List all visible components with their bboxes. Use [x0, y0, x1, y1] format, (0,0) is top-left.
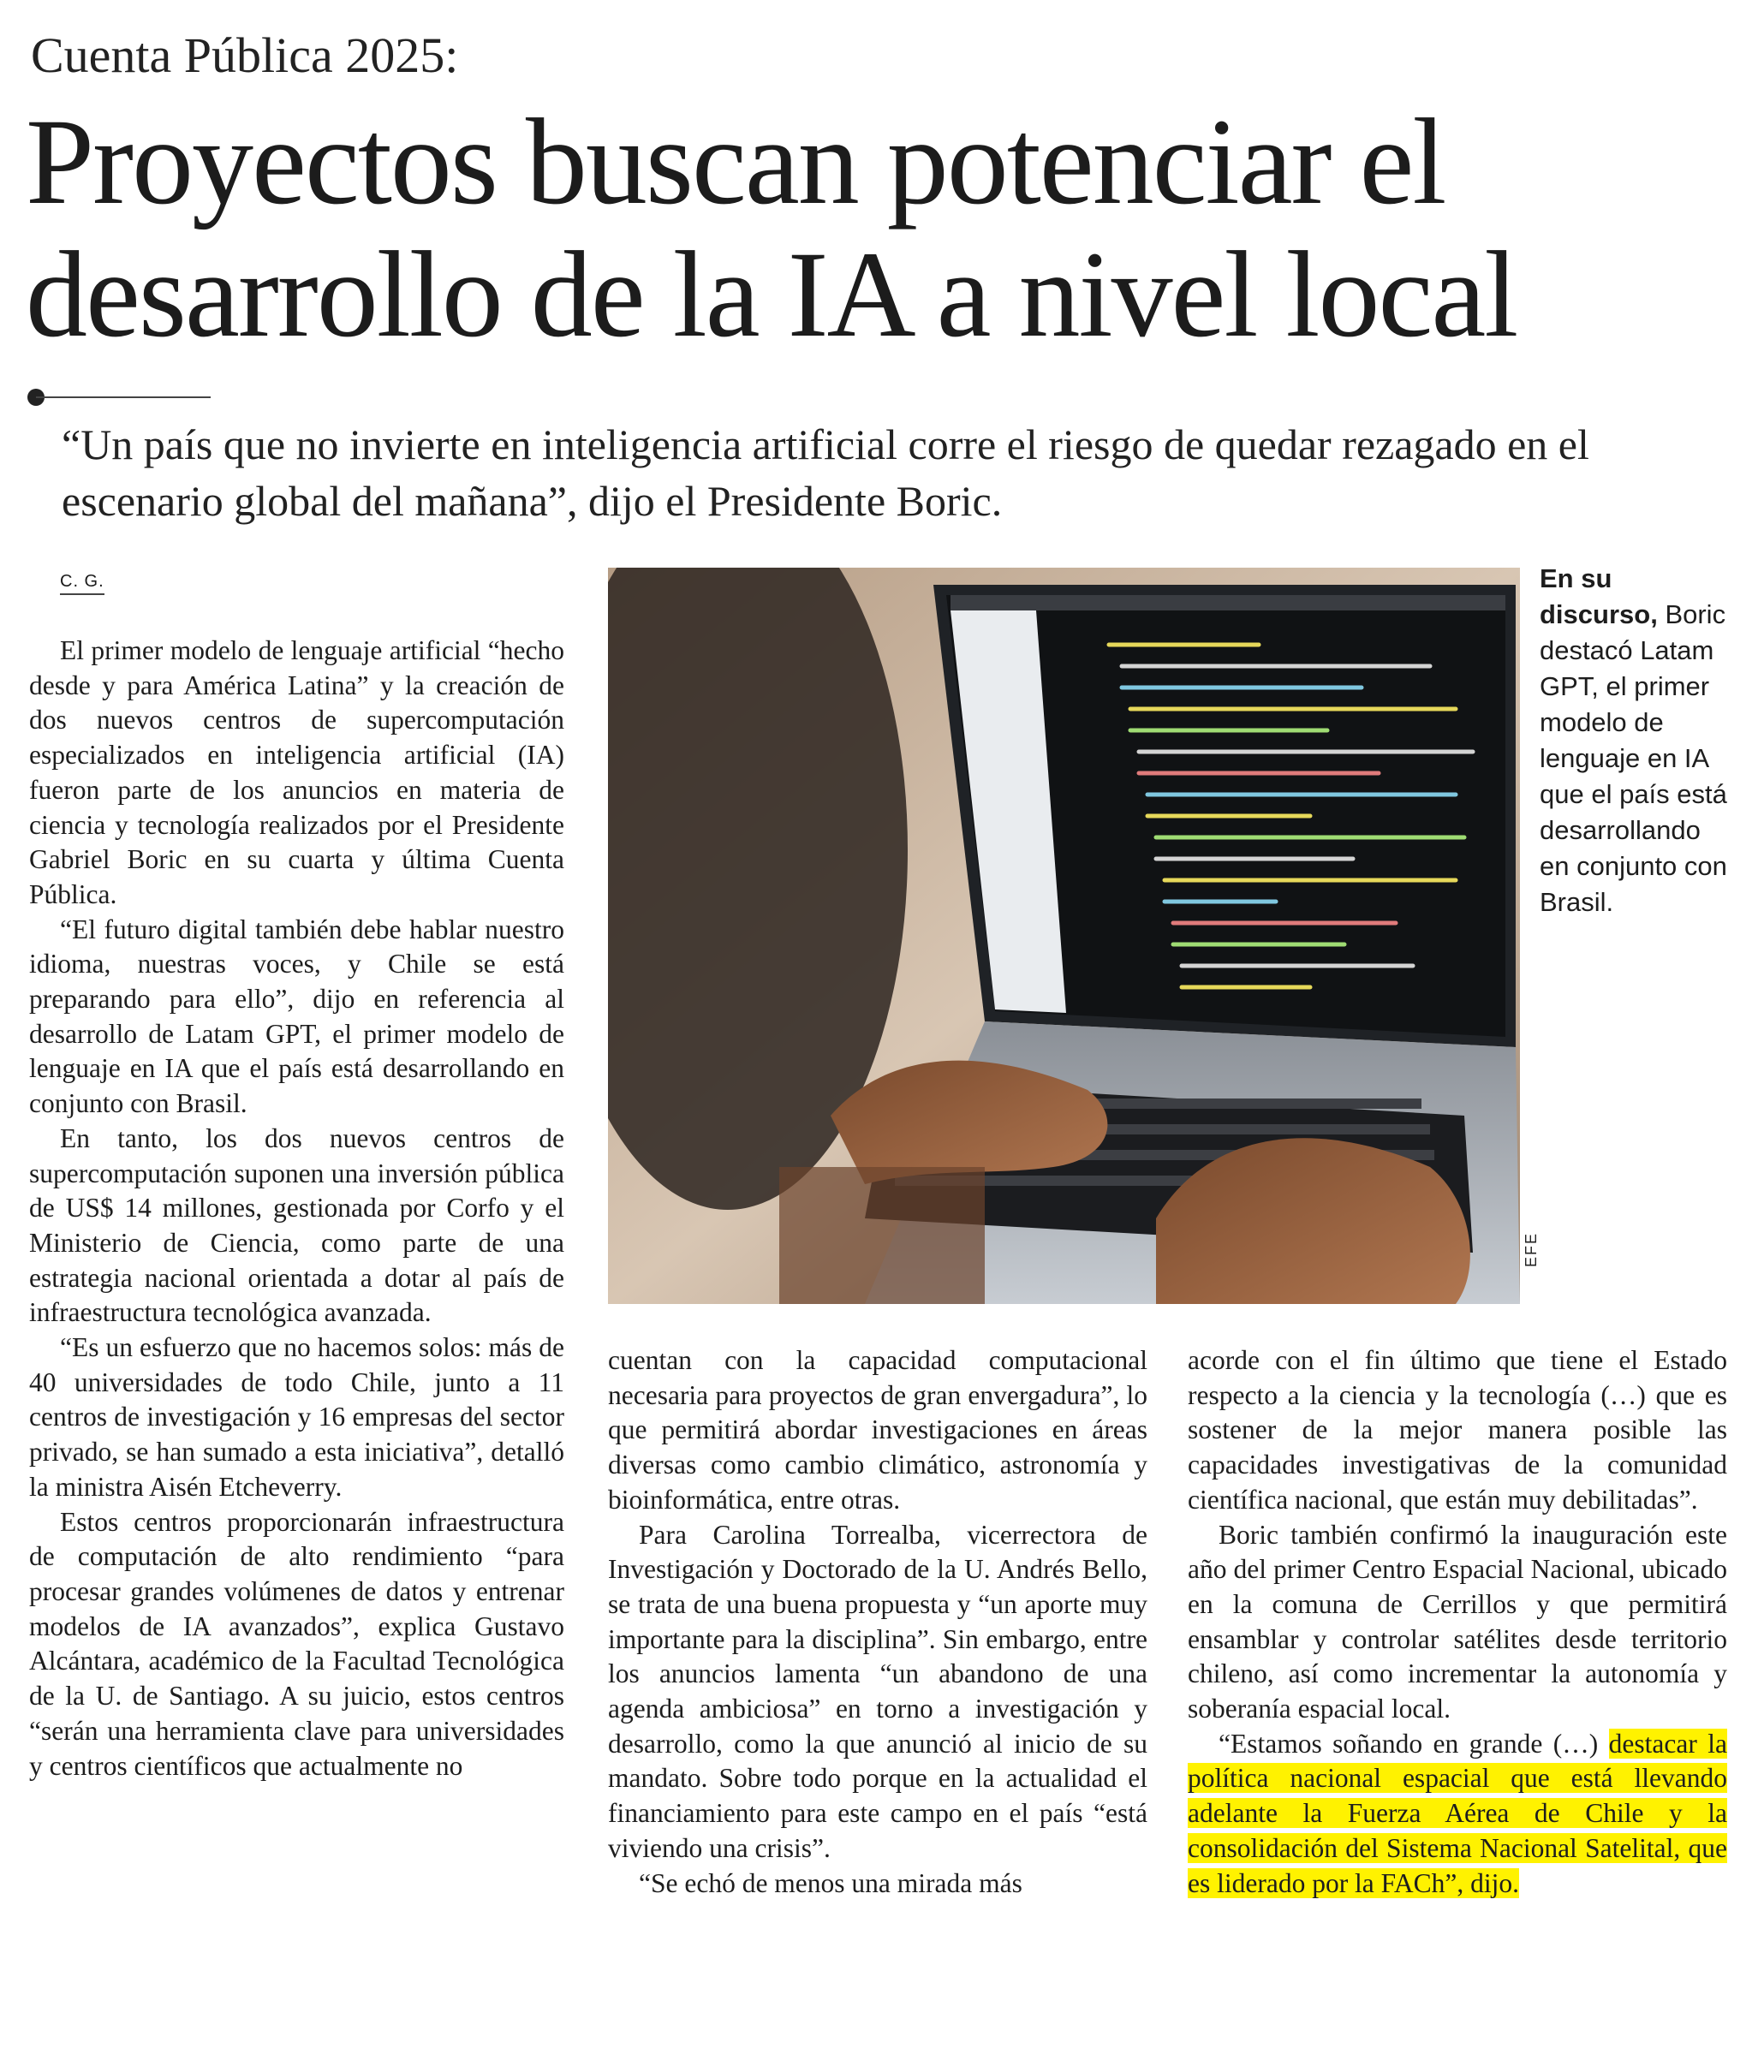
paragraph: acorde con el fin último que tiene el Estado respecto a la ciencia y la tecnología (…) que es sostener de la mejor manera posible las capacidades investigativas de la comunidad científica nacional, que están muy debilitadas”.	[1188, 1345, 1727, 1515]
paragraph	[1188, 1727, 1727, 1902]
paragraph: cuentan con la capacidad computacional necesaria para proyectos de gran envergadura”, lo que permitirá abordar investigaciones en áreas diversas como cambio climático, astronomía y bioinformática, entre otras.	[608, 1345, 1147, 1515]
paragraph: Boric también confirmó la inauguración este año del primer Centro Espacial Nacional, ubicado en la comuna de Cerrillos y que permitirá ensamblar y controlar satélites desde territorio chileno, así como incrementar la autonomía y soberanía espacial local.	[1188, 1519, 1727, 1724]
paragraph: “El futuro digital también debe hablar nuestro idioma, nuestras voces, y Chile se está preparando para ello”, dijo en referencia al desarrollo de Latam GPT, el primer modelo de lenguaje en IA que el país está desarrollando en conjunto con Brasil.	[29, 914, 564, 1119]
headline: Proyectos buscan potenciar el desarrollo de la IA a nivel local	[26, 94, 1517, 363]
column-middle	[608, 1343, 1147, 1901]
kicker: Cuenta Pública 2025:	[31, 27, 459, 83]
paragraph: “Se echó de menos una mirada más	[639, 1867, 1022, 1898]
column-left	[29, 634, 564, 1783]
photo-credit: EFE	[1523, 1231, 1540, 1267]
laptop-code-photo	[608, 568, 1520, 1304]
article-photo	[608, 568, 1520, 1304]
deck: “Un país que no invierte en inteligencia artificial corre el riesgo de quedar rezagado en el escenario global del mañana”, dijo el Presidente Boric.	[62, 420, 1589, 525]
quote-start: “Estamos soñando en grande (…)	[1219, 1728, 1609, 1759]
rule-line	[36, 396, 211, 398]
caption-text: Boric destacó Latam GPT, el primer modelo de lenguaje en IA que el país está desarrollando en conjunto con Brasil.	[1540, 599, 1727, 917]
byline: C. G.	[60, 572, 104, 595]
paragraph: Estos centros proporcionarán infraestructura de computación de alto rendimiento “para procesar grandes volúmenes de datos y entrenar modelos de IA avanzados”, explica Gustavo Alcántara, académico de la Facultad Tecnológica de la U. de Santiago. A su juicio, estos centros “serán una herramienta clave para universidades y centros científicos que actualmente no	[29, 1506, 564, 1781]
paragraph: El primer modelo de lenguaje artificial “hecho desde y para América Latina” y la creación de dos nuevos centros de supercomputación especializados en inteligencia artificial (IA) fueron parte de los anuncios en materia de ciencia y tecnología realizados por el Presidente Gabriel Boric en su cuarta y última Cuenta Pública.	[29, 635, 564, 909]
paragraph: “Es un esfuerzo que no hacemos solos: más de 40 universidades de todo Chile, junto a 11 centros de investigación y 16 empresas del sector privado, se han sumado a esta iniciativa”, detalló la ministra Aisén Etcheverry.	[29, 1332, 564, 1502]
caption-lead: En su discurso,	[1540, 563, 1658, 629]
highlighted-quote: destacar la política nacional espacial que está llevando adelante la Fuerza Aérea de Chile y la consolidación del Sistema Nacional Satelital, que es liderado por la FACh”, dijo.	[1188, 1728, 1727, 1898]
paragraph: Para Carolina Torrealba, vicerrectora de Investigación y Doctorado de la U. Andrés Bello, se trata de una buena propuesta y “un aporte muy importante para la disciplina”. Sin embargo, entre los anuncios lamenta “un abandono de una agenda ambiciosa” en torno a investigación y desarrollo, como la que anunció al inicio de su mandato. Sobre todo porque en la actualidad el financiamiento para este campo en el país “está viviendo una crisis”.	[608, 1519, 1147, 1863]
column-right	[1188, 1343, 1727, 1901]
paragraph: En tanto, los dos nuevos centros de supercomputación suponen una inversión pública de US$ 14 millones, gestionada por Corfo y el Ministerio de Ciencia, como parte de una estrategia nacional orientada a dotar al país de infraestructura tecnológica avanzada.	[29, 1122, 564, 1328]
photo-caption	[1540, 561, 1730, 920]
